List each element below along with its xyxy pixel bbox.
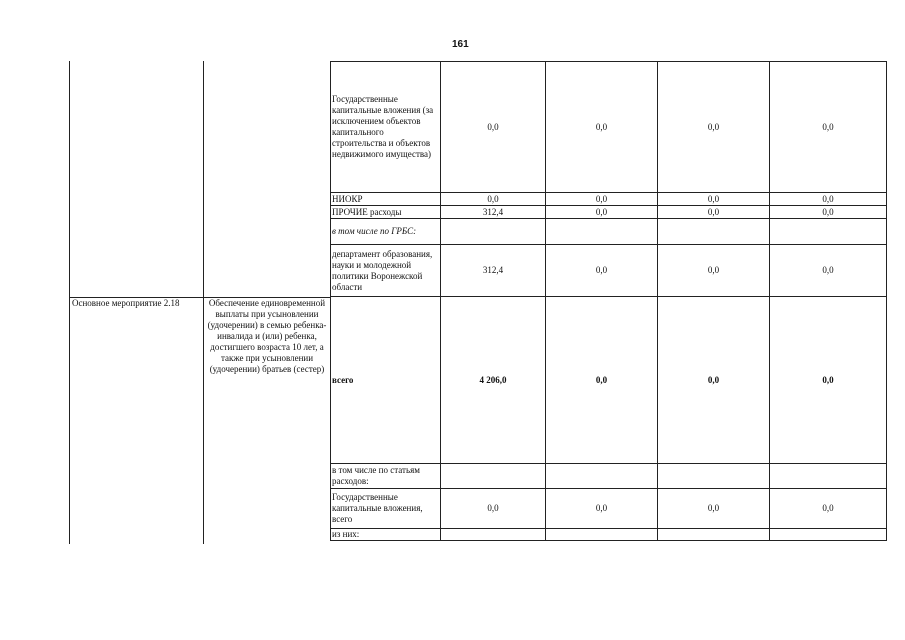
value-cell: 0,0 — [441, 62, 546, 193]
value-cell: 0,0 — [658, 62, 770, 193]
row-label: Государственные капитальные вложения, всего — [331, 489, 441, 529]
value-cell: 0,0 — [658, 297, 770, 464]
value-cell: 0,0 — [441, 193, 546, 206]
row-label: в том числе по ГРБС: — [331, 219, 441, 245]
row-label: Государственные капитальные вложения (за исключением объектов капитального строительства и объектов недвижимого имущества) — [331, 62, 441, 193]
row-label: из них: — [331, 529, 441, 541]
table-row — [331, 464, 887, 489]
measure-description: Обеспечение единовременной выплаты при усыновлении (удочерении) в семью ребенка-инвалида и (или) ребенка, достигшего возраста 10 лет, а также при усыновлении (удочерении) братьев (сестер) — [207, 298, 327, 374]
value-cell — [658, 529, 770, 541]
table-row — [331, 489, 887, 529]
row-label: всего — [331, 297, 441, 464]
table-row — [331, 62, 887, 193]
value-cell: 0,0 — [770, 245, 887, 297]
value-cell — [658, 219, 770, 245]
left-border-line — [69, 61, 70, 544]
row-label: НИОКР — [331, 193, 441, 206]
value-cell: 0,0 — [770, 62, 887, 193]
row-label: ПРОЧИЕ расходы — [331, 206, 441, 219]
value-cell: 4 206,0 — [441, 297, 546, 464]
value-cell — [546, 219, 658, 245]
value-cell: 0,0 — [546, 297, 658, 464]
value-cell — [441, 529, 546, 541]
value-cell: 0,0 — [770, 193, 887, 206]
value-cell — [546, 464, 658, 489]
table-row — [331, 193, 887, 206]
value-cell — [441, 464, 546, 489]
value-cell — [770, 219, 887, 245]
value-cell: 0,0 — [546, 245, 658, 297]
value-cell: 0,0 — [441, 489, 546, 529]
budget-table — [330, 61, 887, 541]
table-row — [331, 297, 887, 464]
value-cell: 0,0 — [658, 206, 770, 219]
value-cell: 312,4 — [441, 245, 546, 297]
value-cell: 0,0 — [546, 193, 658, 206]
value-cell — [770, 529, 887, 541]
value-cell: 0,0 — [546, 62, 658, 193]
value-cell: 0,0 — [658, 489, 770, 529]
table-row — [331, 219, 887, 245]
value-cell — [658, 464, 770, 489]
value-cell — [441, 219, 546, 245]
table-row — [331, 206, 887, 219]
row-label: департамент образования, науки и молодежной политики Воронежской области — [331, 245, 441, 297]
value-cell — [770, 464, 887, 489]
page-number: 161 — [452, 39, 469, 50]
value-cell: 0,0 — [658, 245, 770, 297]
value-cell: 312,4 — [441, 206, 546, 219]
value-cell: 0,0 — [770, 297, 887, 464]
value-cell: 0,0 — [658, 193, 770, 206]
table-row — [331, 529, 887, 541]
row-label: в том числе по статьям расходов: — [331, 464, 441, 489]
table-row — [331, 245, 887, 297]
value-cell — [546, 529, 658, 541]
value-cell: 0,0 — [770, 489, 887, 529]
value-cell: 0,0 — [546, 489, 658, 529]
value-cell: 0,0 — [770, 206, 887, 219]
measure-name: Основное мероприятие 2.18 — [72, 298, 180, 308]
value-cell: 0,0 — [546, 206, 658, 219]
